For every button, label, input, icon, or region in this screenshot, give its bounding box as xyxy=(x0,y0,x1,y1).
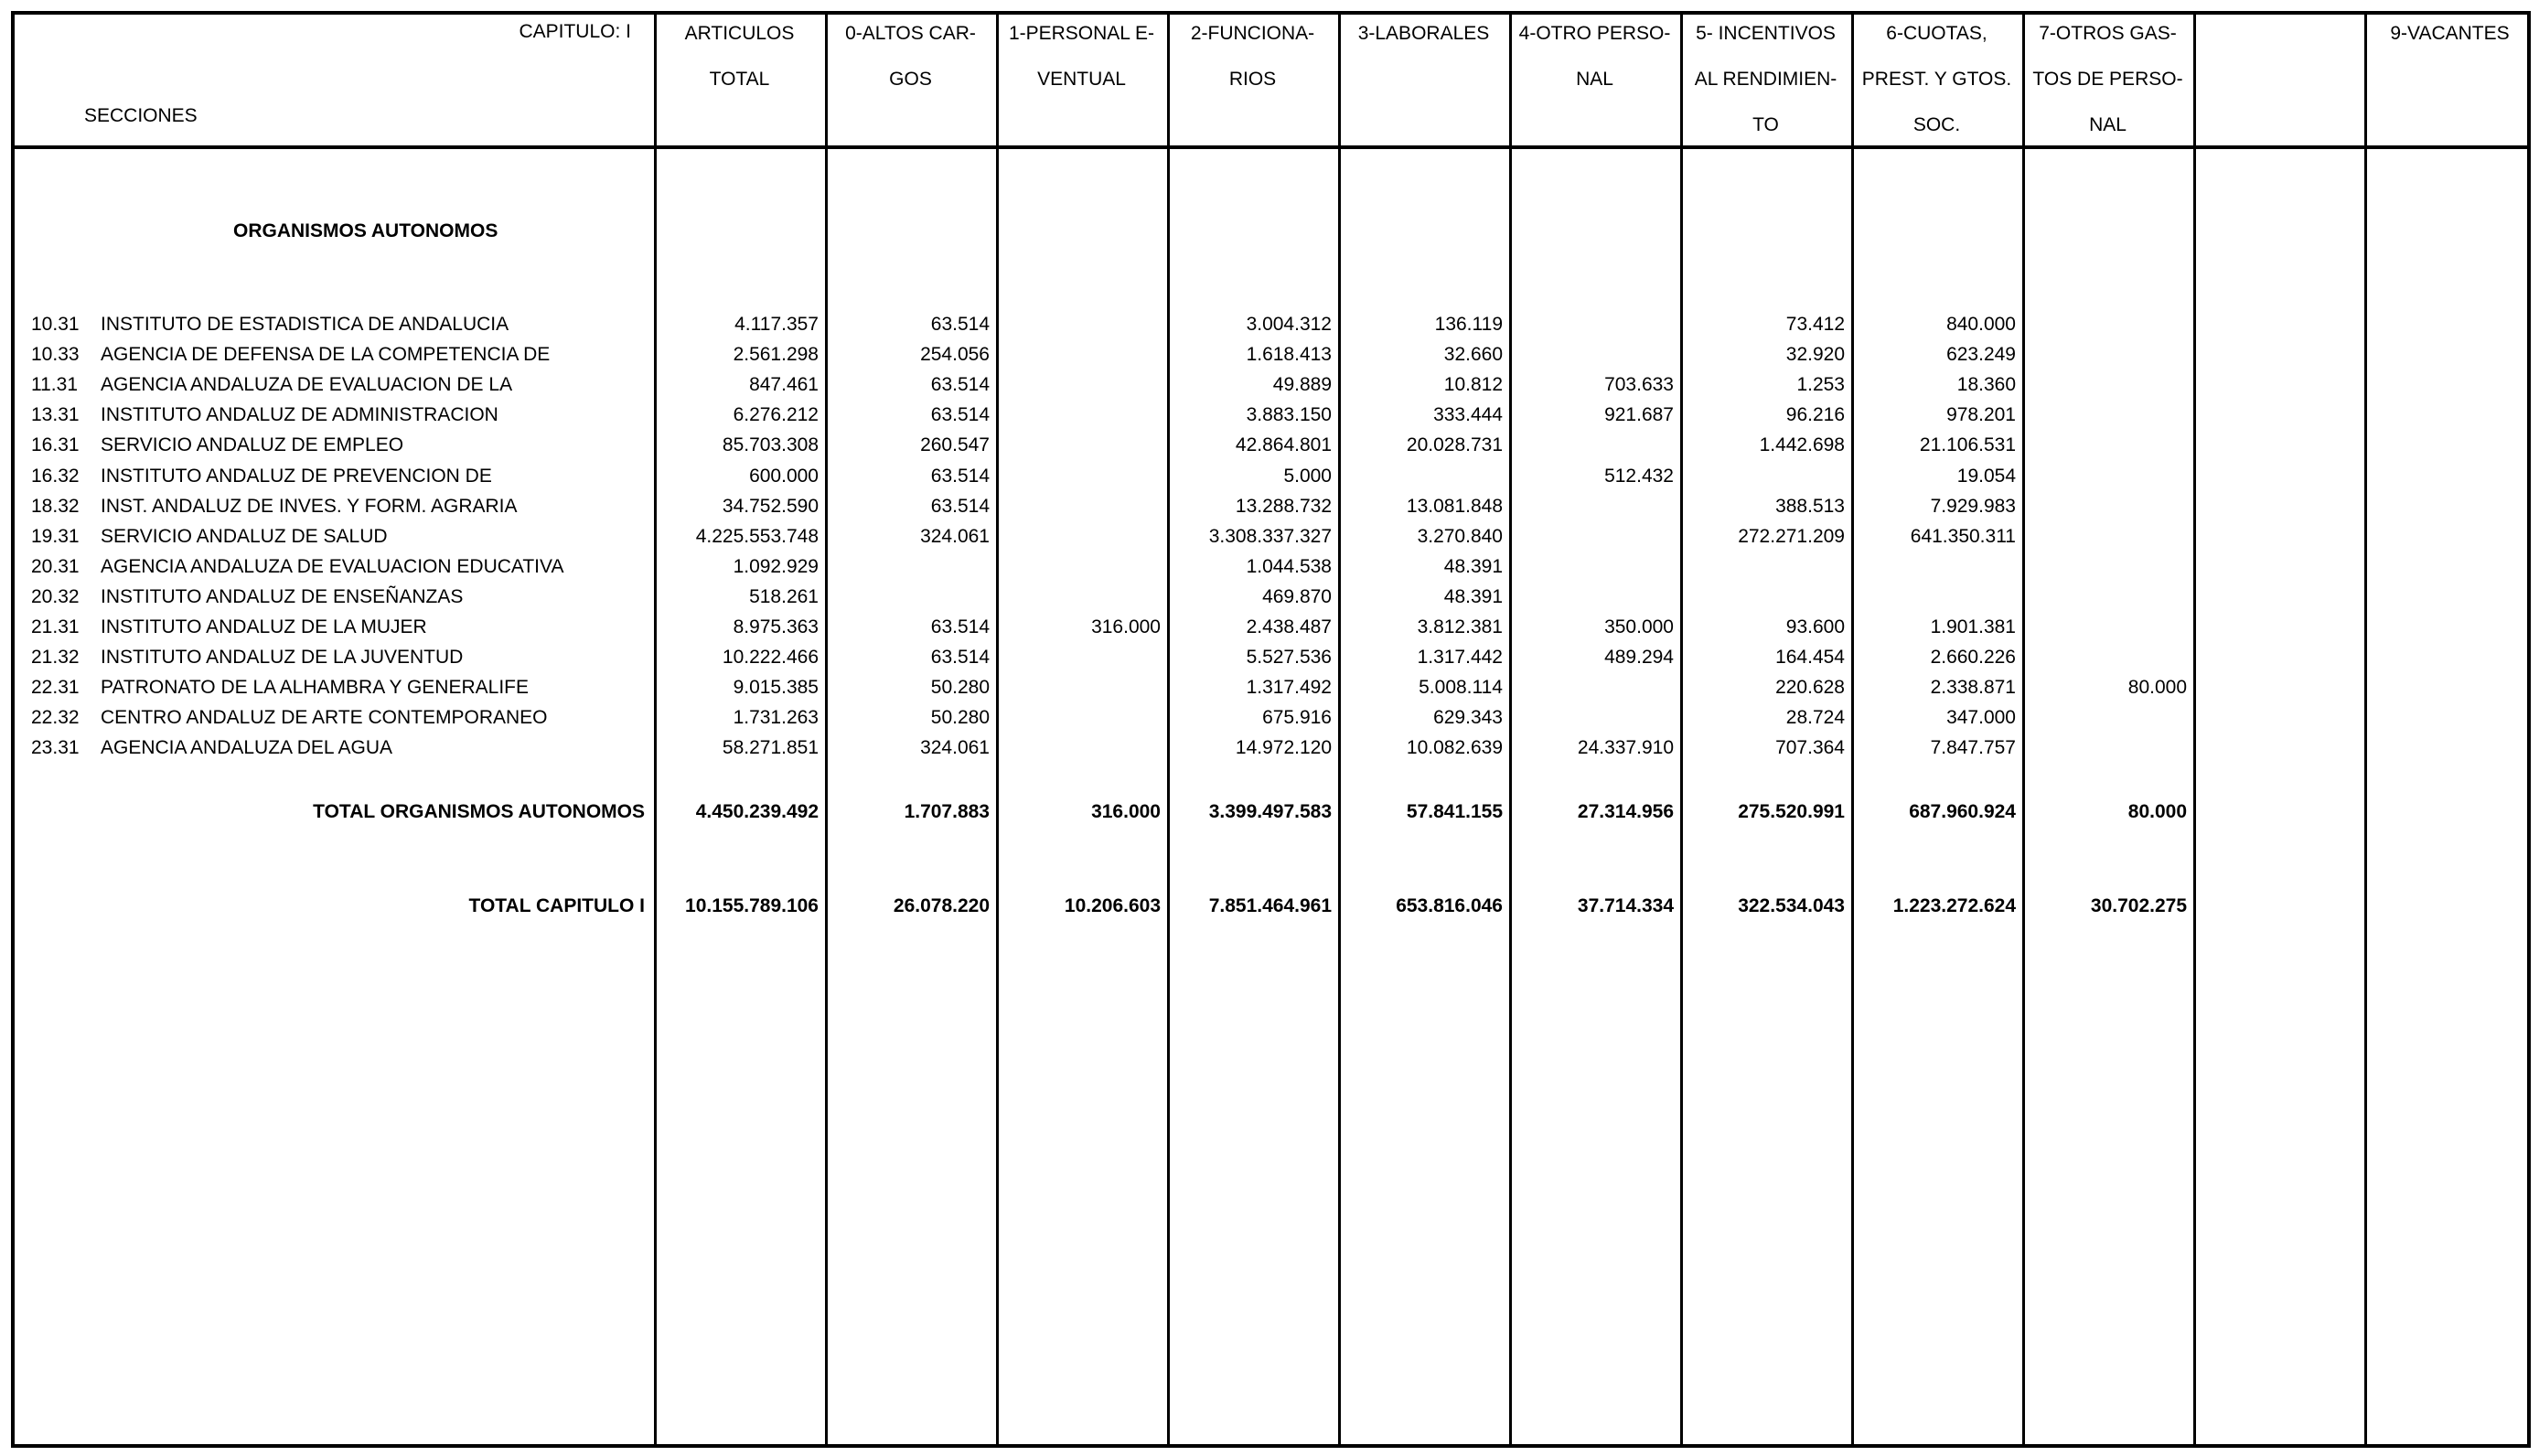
column-header-line xyxy=(1167,102,1338,148)
cell-funcionarios: 3.004.312 xyxy=(1246,314,1332,335)
cell-incentivos: 164.454 xyxy=(1775,647,1845,669)
column-header-line xyxy=(2193,102,2364,148)
table-row xyxy=(0,521,2539,551)
section-name: INSTITUTO ANDALUZ DE ADMINISTRACION xyxy=(101,404,498,426)
section-code: 10.31 xyxy=(31,314,80,335)
section-name: AGENCIA ANDALUZA DEL AGUA xyxy=(101,737,392,759)
cell-cuotas: 2.338.871 xyxy=(1930,677,2016,699)
cell-altos_cargos: 26.078.220 xyxy=(893,895,990,916)
cell-incentivos: 28.724 xyxy=(1785,707,1845,729)
table-row xyxy=(0,582,2539,612)
section-code: 23.31 xyxy=(31,737,80,759)
cell-cuotas: 623.249 xyxy=(1946,344,2016,366)
cell-articulos_total: 58.271.851 xyxy=(722,737,819,759)
section-name: INSTITUTO ANDALUZ DE ENSEÑANZAS xyxy=(101,585,464,607)
section-code: 16.31 xyxy=(31,434,80,456)
cell-funcionarios: 7.851.464.961 xyxy=(1208,895,1332,916)
section-code: 22.31 xyxy=(31,677,80,699)
cell-funcionarios: 1.317.492 xyxy=(1246,677,1332,699)
table-row xyxy=(0,369,2539,400)
cell-cuotas: 347.000 xyxy=(1946,707,2016,729)
table-row xyxy=(0,430,2539,460)
cell-incentivos: 73.412 xyxy=(1785,314,1845,335)
section-name: INSTITUTO DE ESTADISTICA DE ANDALUCIA xyxy=(101,314,509,335)
cell-cuotas: 1.901.381 xyxy=(1930,616,2016,637)
column-header-line: AL RENDIMIEN- xyxy=(1694,69,1837,90)
cell-articulos_total: 1.092.929 xyxy=(733,555,819,577)
cell-altos_cargos: 63.514 xyxy=(930,495,990,517)
cell-laborales: 333.444 xyxy=(1433,404,1503,426)
cell-laborales: 3.812.381 xyxy=(1417,616,1503,637)
cell-otro_personal: 350.000 xyxy=(1604,616,1674,637)
column-header-line xyxy=(2364,102,2535,148)
cell-laborales: 32.660 xyxy=(1443,344,1503,366)
cell-laborales: 57.841.155 xyxy=(1406,801,1503,822)
cell-altos_cargos: 254.056 xyxy=(920,344,990,366)
cell-articulos_total: 1.731.263 xyxy=(733,707,819,729)
cell-otro_personal: 921.687 xyxy=(1604,404,1674,426)
section-name: AGENCIA ANDALUZA DE EVALUACION DE LA xyxy=(101,374,513,396)
cell-altos_cargos: 50.280 xyxy=(930,677,990,699)
section-code: 21.32 xyxy=(31,647,80,669)
cell-incentivos: 707.364 xyxy=(1775,737,1845,759)
cell-articulos_total: 600.000 xyxy=(749,465,819,487)
column-header-line xyxy=(1338,102,1509,148)
cell-funcionarios: 5.000 xyxy=(1283,465,1332,487)
cell-otro_personal: 512.432 xyxy=(1604,465,1674,487)
capitulo-label: CAPITULO: I xyxy=(519,21,631,42)
cell-cuotas: 1.223.272.624 xyxy=(1892,895,2016,916)
cell-funcionarios: 3.308.337.327 xyxy=(1208,525,1332,547)
section-name: INSTITUTO ANDALUZ DE PREVENCION DE xyxy=(101,465,492,487)
column-header-line: TO xyxy=(1752,114,1779,135)
section-code: 20.31 xyxy=(31,555,80,577)
cell-laborales: 3.270.840 xyxy=(1417,525,1503,547)
cell-altos_cargos: 324.061 xyxy=(920,737,990,759)
cell-funcionarios: 1.044.538 xyxy=(1246,555,1332,577)
cell-incentivos: 96.216 xyxy=(1785,404,1845,426)
column-header-line: 4-OTRO PERSO- xyxy=(1518,23,1671,44)
table-row xyxy=(0,551,2539,582)
cell-otro_personal: 489.294 xyxy=(1604,647,1674,669)
section-code: 22.32 xyxy=(31,707,80,729)
column-header-line: 9-VACANTES xyxy=(2390,23,2510,44)
cell-otro_personal: 37.714.334 xyxy=(1577,895,1674,916)
column-header-cuotas xyxy=(1851,11,2022,145)
section-code: 19.31 xyxy=(31,525,80,547)
section-code: 20.32 xyxy=(31,585,80,607)
column-header-personal_eventual xyxy=(996,11,1167,145)
cell-incentivos: 272.271.209 xyxy=(1738,525,1845,547)
cell-articulos_total: 8.975.363 xyxy=(733,616,819,637)
table-row xyxy=(0,672,2539,702)
cell-incentivos: 1.442.698 xyxy=(1759,434,1845,456)
cell-funcionarios: 42.864.801 xyxy=(1235,434,1332,456)
cell-funcionarios: 14.972.120 xyxy=(1235,737,1332,759)
cell-altos_cargos: 1.707.883 xyxy=(904,801,990,822)
column-header-funcionarios xyxy=(1167,11,1338,145)
table-row xyxy=(0,339,2539,369)
column-header-line xyxy=(1509,102,1680,148)
cell-funcionarios: 3.883.150 xyxy=(1246,404,1332,426)
cell-articulos_total: 6.276.212 xyxy=(733,404,819,426)
cell-cuotas: 840.000 xyxy=(1946,314,2016,335)
cell-altos_cargos: 63.514 xyxy=(930,374,990,396)
cell-funcionarios: 675.916 xyxy=(1262,707,1332,729)
cell-articulos_total: 34.752.590 xyxy=(722,495,819,517)
column-header-altos_cargos xyxy=(825,11,996,145)
total-row xyxy=(0,797,2539,827)
cell-cuotas: 687.960.924 xyxy=(1909,801,2016,822)
cell-laborales: 5.008.114 xyxy=(1419,677,1503,699)
section-name: SERVICIO ANDALUZ DE EMPLEO xyxy=(101,434,404,456)
cell-otro_personal: 27.314.956 xyxy=(1577,801,1674,822)
cell-articulos_total: 518.261 xyxy=(749,585,819,607)
cell-funcionarios: 2.438.487 xyxy=(1246,616,1332,637)
column-header-line: 2-FUNCIONA- xyxy=(1190,23,1315,44)
section-name: INSTITUTO ANDALUZ DE LA JUVENTUD xyxy=(101,647,464,669)
section-name: CENTRO ANDALUZ DE ARTE CONTEMPORANEO xyxy=(101,707,548,729)
section-code: 18.32 xyxy=(31,495,80,517)
section-name: INST. ANDALUZ DE INVES. Y FORM. AGRARIA xyxy=(101,495,518,517)
cell-personal_eventual: 316.000 xyxy=(1091,801,1161,822)
group-title: ORGANISMOS AUTONOMOS xyxy=(233,220,498,241)
column-header-line: 5- INCENTIVOS xyxy=(1696,23,1836,44)
table-row xyxy=(0,491,2539,521)
column-header-line: 6-CUOTAS, xyxy=(1886,23,1987,44)
column-header-line: SOC. xyxy=(1912,114,1961,135)
cell-funcionarios: 49.889 xyxy=(1272,374,1332,396)
cell-articulos_total: 10.155.789.106 xyxy=(685,895,819,916)
total-label: TOTAL CAPITULO I xyxy=(468,895,645,916)
cell-articulos_total: 4.450.239.492 xyxy=(695,801,819,822)
cell-altos_cargos: 63.514 xyxy=(930,616,990,637)
cell-cuotas: 7.929.983 xyxy=(1930,495,2016,517)
cell-altos_cargos: 63.514 xyxy=(930,404,990,426)
cell-altos_cargos: 63.514 xyxy=(930,647,990,669)
column-header-articulos_total xyxy=(654,11,825,145)
column-header-line: 0-ALTOS CAR- xyxy=(845,23,976,44)
cell-altos_cargos: 63.514 xyxy=(930,465,990,487)
section-code: 21.31 xyxy=(31,616,80,637)
section-code: 10.33 xyxy=(31,344,80,366)
column-header-line xyxy=(2193,57,2364,102)
column-header-vacantes xyxy=(2364,11,2535,145)
cell-laborales: 653.816.046 xyxy=(1396,895,1503,916)
cell-otros_gastos: 30.702.275 xyxy=(2090,895,2187,916)
column-header-line xyxy=(825,102,996,148)
column-header-otro_personal xyxy=(1509,11,1680,145)
cell-laborales: 20.028.731 xyxy=(1406,434,1503,456)
cell-articulos_total: 4.225.553.748 xyxy=(695,525,819,547)
cell-cuotas: 21.106.531 xyxy=(1919,434,2016,456)
cell-laborales: 136.119 xyxy=(1434,314,1503,335)
column-header-line: 1-PERSONAL E- xyxy=(1008,23,1155,44)
cell-funcionarios: 469.870 xyxy=(1262,585,1332,607)
column-header-line: GOS xyxy=(889,69,932,90)
total-label: TOTAL ORGANISMOS AUTONOMOS xyxy=(313,801,645,822)
cell-laborales: 48.391 xyxy=(1443,585,1503,607)
cell-incentivos: 220.628 xyxy=(1775,677,1845,699)
column-header-line: NAL xyxy=(1576,69,1613,90)
section-name: INSTITUTO ANDALUZ DE LA MUJER xyxy=(101,616,427,637)
cell-funcionarios: 1.618.413 xyxy=(1246,344,1332,366)
total-row xyxy=(0,891,2539,921)
column-header-laborales xyxy=(1338,11,1509,145)
column-header-line: 7-OTROS GAS- xyxy=(2039,23,2177,44)
column-header-line: TOS DE PERSO- xyxy=(2032,69,2183,90)
cell-cuotas: 19.054 xyxy=(1956,465,2016,487)
column-header-line xyxy=(1338,57,1509,102)
column-header-line: RIOS xyxy=(1228,69,1277,90)
column-header-line xyxy=(654,102,825,148)
cell-articulos_total: 10.222.466 xyxy=(722,647,819,669)
cell-laborales: 13.081.848 xyxy=(1406,495,1503,517)
table-row xyxy=(0,733,2539,763)
cell-funcionarios: 13.288.732 xyxy=(1235,495,1332,517)
cell-articulos_total: 85.703.308 xyxy=(722,434,819,456)
cell-altos_cargos: 324.061 xyxy=(920,525,990,547)
cell-cuotas: 18.360 xyxy=(1956,374,2016,396)
section-code: 13.31 xyxy=(31,404,80,426)
cell-laborales: 1.317.442 xyxy=(1417,647,1503,669)
section-name: AGENCIA ANDALUZA DE EVALUACION EDUCATIVA xyxy=(101,555,564,577)
column-header-line: VENTUAL xyxy=(1037,69,1126,90)
cell-funcionarios: 5.527.536 xyxy=(1246,647,1332,669)
cell-otro_personal: 703.633 xyxy=(1604,374,1674,396)
cell-personal_eventual: 316.000 xyxy=(1091,616,1161,637)
cell-articulos_total: 4.117.357 xyxy=(734,314,819,335)
cell-altos_cargos: 63.514 xyxy=(930,314,990,335)
cell-incentivos: 275.520.991 xyxy=(1738,801,1845,822)
cell-otros_gastos: 80.000 xyxy=(2127,801,2187,822)
cell-laborales: 48.391 xyxy=(1443,555,1503,577)
cell-articulos_total: 847.461 xyxy=(749,374,819,396)
table-row xyxy=(0,461,2539,491)
column-header-line: 3-LABORALES xyxy=(1357,23,1490,44)
column-header-line: PREST. Y GTOS. xyxy=(1861,69,2012,90)
table-row xyxy=(0,309,2539,339)
cell-cuotas: 7.847.757 xyxy=(1930,737,2016,759)
section-name: AGENCIA DE DEFENSA DE LA COMPETENCIA DE xyxy=(101,344,551,366)
column-header-line xyxy=(996,102,1167,148)
column-header-incentivos xyxy=(1680,11,1851,145)
cell-otros_gastos: 80.000 xyxy=(2127,677,2187,699)
column-header-line xyxy=(2193,11,2364,57)
cell-incentivos: 388.513 xyxy=(1775,495,1845,517)
table-row xyxy=(0,642,2539,672)
cell-laborales: 10.812 xyxy=(1443,374,1503,396)
column-header-line xyxy=(2364,57,2535,102)
cell-cuotas: 978.201 xyxy=(1946,404,2016,426)
column-header-line: TOTAL xyxy=(709,69,770,90)
table-row xyxy=(0,612,2539,642)
cell-otro_personal: 24.337.910 xyxy=(1577,737,1674,759)
cell-altos_cargos: 260.547 xyxy=(920,434,990,456)
column-header-line: ARTICULOS xyxy=(684,23,795,44)
cell-articulos_total: 9.015.385 xyxy=(733,677,819,699)
column-header-line: NAL xyxy=(2089,114,2127,135)
cell-incentivos: 322.534.043 xyxy=(1738,895,1845,916)
column-header-blank xyxy=(2193,11,2364,145)
cell-incentivos: 32.920 xyxy=(1785,344,1845,366)
column-header-otros_gastos xyxy=(2022,11,2193,145)
section-name: SERVICIO ANDALUZ DE SALUD xyxy=(101,525,388,547)
cell-laborales: 629.343 xyxy=(1433,707,1503,729)
cell-cuotas: 2.660.226 xyxy=(1930,647,2016,669)
cell-incentivos: 1.253 xyxy=(1796,374,1845,396)
table-row xyxy=(0,400,2539,430)
table-row xyxy=(0,702,2539,733)
section-name: PATRONATO DE LA ALHAMBRA Y GENERALIFE xyxy=(101,677,529,699)
cell-laborales: 10.082.639 xyxy=(1406,737,1503,759)
secciones-label: SECCIONES xyxy=(84,105,198,126)
cell-cuotas: 641.350.311 xyxy=(1910,525,2016,547)
cell-incentivos: 93.600 xyxy=(1785,616,1845,637)
section-code: 16.32 xyxy=(31,465,80,487)
section-code: 11.31 xyxy=(31,374,78,396)
cell-altos_cargos: 50.280 xyxy=(930,707,990,729)
cell-articulos_total: 2.561.298 xyxy=(733,344,819,366)
cell-personal_eventual: 10.206.603 xyxy=(1064,895,1161,916)
cell-funcionarios: 3.399.497.583 xyxy=(1208,801,1332,822)
